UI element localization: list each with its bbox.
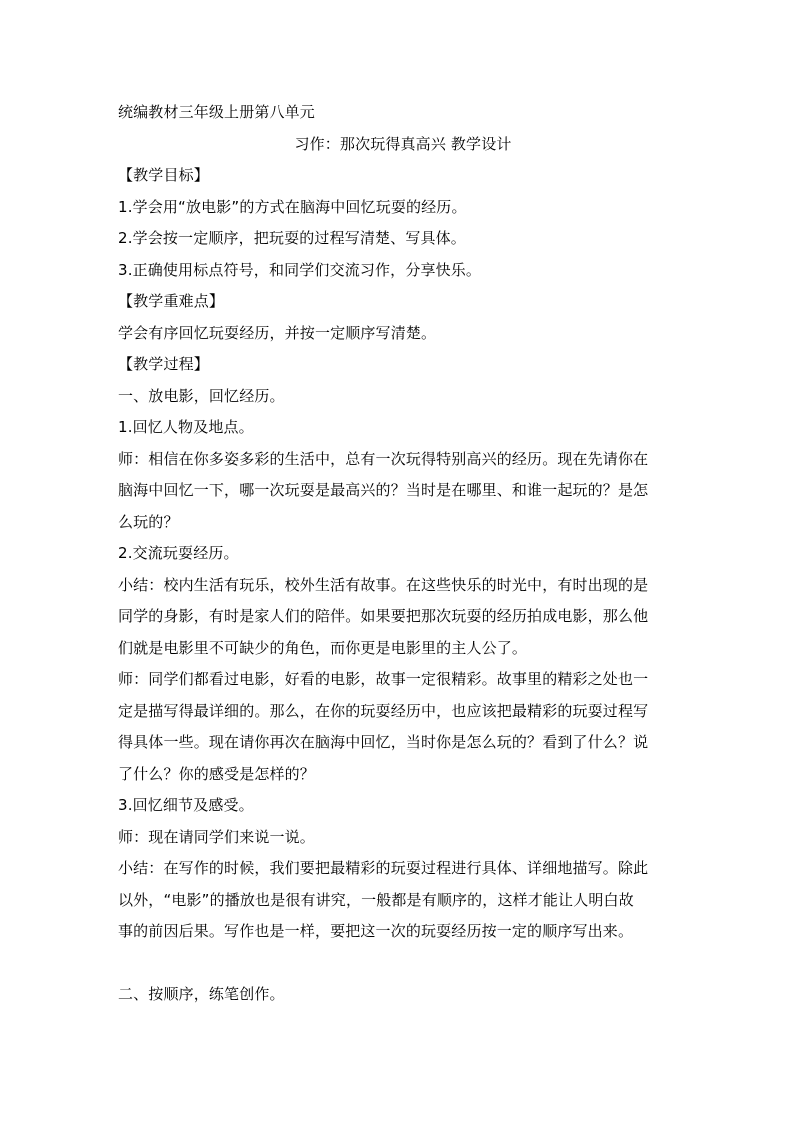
step2-summary-line-2: 同学的身影，有时是家人们的陪伴。如果要把那次玩耍的经历拍成电影，那么他 <box>118 607 649 625</box>
step2-summary-line-1: 小结：校内生活有玩乐，校外生活有故事。在这些快乐的时光中，有时出现的是 <box>118 575 649 594</box>
step3-summary-line-2: 以外，“电影”的播放也是很有讲究，一般都是有顺序的，这样才能让人明白故 <box>118 890 634 909</box>
step2-title: 2.交流玩耍经历。 <box>118 544 239 562</box>
objective-1: 1.学会用“放电影”的方式在脑海中回忆玩耍的经历。 <box>118 197 467 216</box>
blank-line <box>118 948 688 980</box>
part2-title: 二、按顺序，练笔创作。 <box>118 985 285 1003</box>
step2-teacher-line-1: 师：同学们都看过电影，好看的电影，故事一定很精彩。故事里的精彩之处也一 <box>118 670 649 688</box>
objectives-heading: 【教学目标】 <box>118 166 209 184</box>
step3-title: 3.回忆细节及感受。 <box>118 796 254 814</box>
step2-teacher-line-3: 得具体一些。现在请你再次在脑海中回忆，当时你是怎么玩的？看到了什么？说 <box>118 733 649 751</box>
step1-title: 1.回忆人物及地点。 <box>118 418 254 436</box>
objective-3: 3.正确使用标点符号，和同学们交流习作，分享快乐。 <box>118 260 482 279</box>
process-heading: 【教学过程】 <box>118 355 209 373</box>
step2-teacher-line-2: 定是描写得最详细的。那么，在你的玩耍经历中，也应该把最精彩的玩耍过程写 <box>118 701 649 720</box>
step1-line-1: 师：相信在你多姿多彩的生活中，总有一次玩得特别高兴的经历。现在先请你在 <box>118 449 649 468</box>
key-points-heading: 【教学重难点】 <box>118 292 225 310</box>
objective-2: 2.学会按一定顺序，把玩耍的过程写清楚、写具体。 <box>118 229 466 247</box>
document-body <box>118 97 688 1011</box>
step2-teacher-line-4: 了什么？你的感受是怎样的？ <box>118 764 315 783</box>
step3-summary-line-3: 事的前因后果。写作也是一样，要把这一次的玩耍经历按一定的顺序写出来。 <box>118 922 634 940</box>
step2-summary-line-3: 们就是电影里不可缺少的角色，而你更是电影里的主人公了。 <box>118 638 528 657</box>
step1-line-3: 么玩的？ <box>118 512 179 531</box>
key-points-text: 学会有序回忆玩耍经历，并按一定顺序写清楚。 <box>118 323 437 342</box>
step1-line-2: 脑海中回忆一下，哪一次玩耍是最高兴的？当时是在哪里、和谁一起玩的？是怎 <box>118 481 649 499</box>
part1-title: 一、放电影，回忆经历。 <box>118 386 285 405</box>
step3-summary-line-1: 小结：在写作的时候，我们要把最精彩的玩耍过程进行具体、详细地描写。除此 <box>118 859 649 877</box>
document-title: 习作：那次玩得真高兴 教学设计 <box>294 134 512 153</box>
document-header: 统编教材三年级上册第八单元 <box>118 103 315 121</box>
step3-teacher: 师：现在请同学们来说一说。 <box>118 827 315 846</box>
